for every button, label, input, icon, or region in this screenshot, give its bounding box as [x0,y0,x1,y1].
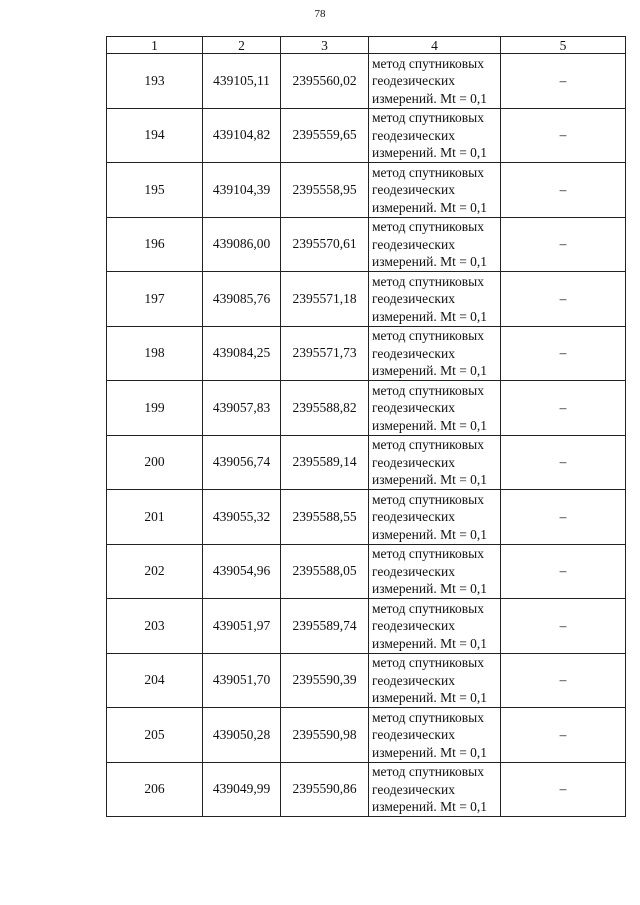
table-row [107,217,626,272]
method-cell: метод спутниковых геодезических измерений. Mt = 0,1 [369,490,501,545]
note-cell: – [501,708,626,763]
method-cell: метод спутниковых геодезических измерений. Mt = 0,1 [369,653,501,708]
page-number: 78 [314,8,326,20]
method-cell: метод спутниковых геодезических измерений. Mt = 0,1 [369,326,501,381]
note-cell: – [501,272,626,327]
x-coordinate-cell: 439057,83 [203,381,281,436]
method-cell: метод спутниковых геодезических измерений. Mt = 0,1 [369,435,501,490]
header-row [107,37,626,54]
x-coordinate-cell: 439055,32 [203,490,281,545]
note-cell: – [501,599,626,654]
method-cell: метод спутниковых геодезических измерений. Mt = 0,1 [369,54,501,109]
header-cell-4: 4 [369,37,501,54]
method-cell: метод спутниковых геодезических измерений. Mt = 0,1 [369,272,501,327]
point-number-cell: 204 [107,653,203,708]
y-coordinate-cell: 2395588,82 [281,381,369,436]
method-cell: метод спутниковых геодезических измерений. Mt = 0,1 [369,108,501,163]
table-row [107,490,626,545]
y-coordinate-cell: 2395570,61 [281,217,369,272]
table-row [107,544,626,599]
x-coordinate-cell: 439050,28 [203,708,281,763]
note-cell: – [501,381,626,436]
point-number-cell: 206 [107,762,203,817]
table-row [107,435,626,490]
y-coordinate-cell: 2395560,02 [281,54,369,109]
note-cell: – [501,163,626,218]
note-cell: – [501,54,626,109]
method-cell: метод спутниковых геодезических измерений. Mt = 0,1 [369,217,501,272]
y-coordinate-cell: 2395588,55 [281,490,369,545]
x-coordinate-cell: 439104,39 [203,163,281,218]
note-cell: – [501,326,626,381]
point-number-cell: 194 [107,108,203,163]
note-cell: – [501,435,626,490]
y-coordinate-cell: 2395589,14 [281,435,369,490]
point-number-cell: 193 [107,54,203,109]
point-number-cell: 205 [107,708,203,763]
y-coordinate-cell: 2395571,18 [281,272,369,327]
x-coordinate-cell: 439051,97 [203,599,281,654]
y-coordinate-cell: 2395589,74 [281,599,369,654]
y-coordinate-cell: 2395590,39 [281,653,369,708]
point-number-cell: 203 [107,599,203,654]
point-number-cell: 199 [107,381,203,436]
table-row [107,381,626,436]
note-cell: – [501,762,626,817]
table-row [107,163,626,218]
note-cell: – [501,653,626,708]
method-cell: метод спутниковых геодезических измерений. Mt = 0,1 [369,163,501,218]
x-coordinate-cell: 439049,99 [203,762,281,817]
note-cell: – [501,217,626,272]
header-cell-3: 3 [281,37,369,54]
y-coordinate-cell: 2395588,05 [281,544,369,599]
point-number-cell: 202 [107,544,203,599]
point-number-cell: 196 [107,217,203,272]
header-cell-1: 1 [107,37,203,54]
x-coordinate-cell: 439085,76 [203,272,281,327]
note-cell: – [501,490,626,545]
point-number-cell: 200 [107,435,203,490]
x-coordinate-cell: 439056,74 [203,435,281,490]
header-cell-2: 2 [203,37,281,54]
method-cell: метод спутниковых геодезических измерений. Mt = 0,1 [369,762,501,817]
y-coordinate-cell: 2395558,95 [281,163,369,218]
table-row [107,762,626,817]
point-number-cell: 195 [107,163,203,218]
coordinates-table [106,36,626,817]
x-coordinate-cell: 439054,96 [203,544,281,599]
x-coordinate-cell: 439105,11 [203,54,281,109]
table-row [107,272,626,327]
y-coordinate-cell: 2395559,65 [281,108,369,163]
table-row [107,108,626,163]
x-coordinate-cell: 439084,25 [203,326,281,381]
table-row [107,708,626,763]
y-coordinate-cell: 2395590,98 [281,708,369,763]
point-number-cell: 201 [107,490,203,545]
method-cell: метод спутниковых геодезических измерений. Mt = 0,1 [369,544,501,599]
x-coordinate-cell: 439086,00 [203,217,281,272]
method-cell: метод спутниковых геодезических измерений. Mt = 0,1 [369,381,501,436]
y-coordinate-cell: 2395571,73 [281,326,369,381]
x-coordinate-cell: 439051,70 [203,653,281,708]
y-coordinate-cell: 2395590,86 [281,762,369,817]
table-row [107,326,626,381]
method-cell: метод спутниковых геодезических измерений. Mt = 0,1 [369,599,501,654]
header-cell-5: 5 [501,37,626,54]
point-number-cell: 197 [107,272,203,327]
method-cell: метод спутниковых геодезических измерений. Mt = 0,1 [369,708,501,763]
table-row [107,599,626,654]
note-cell: – [501,544,626,599]
point-number-cell: 198 [107,326,203,381]
table-row [107,653,626,708]
note-cell: – [501,108,626,163]
table-row [107,54,626,109]
x-coordinate-cell: 439104,82 [203,108,281,163]
